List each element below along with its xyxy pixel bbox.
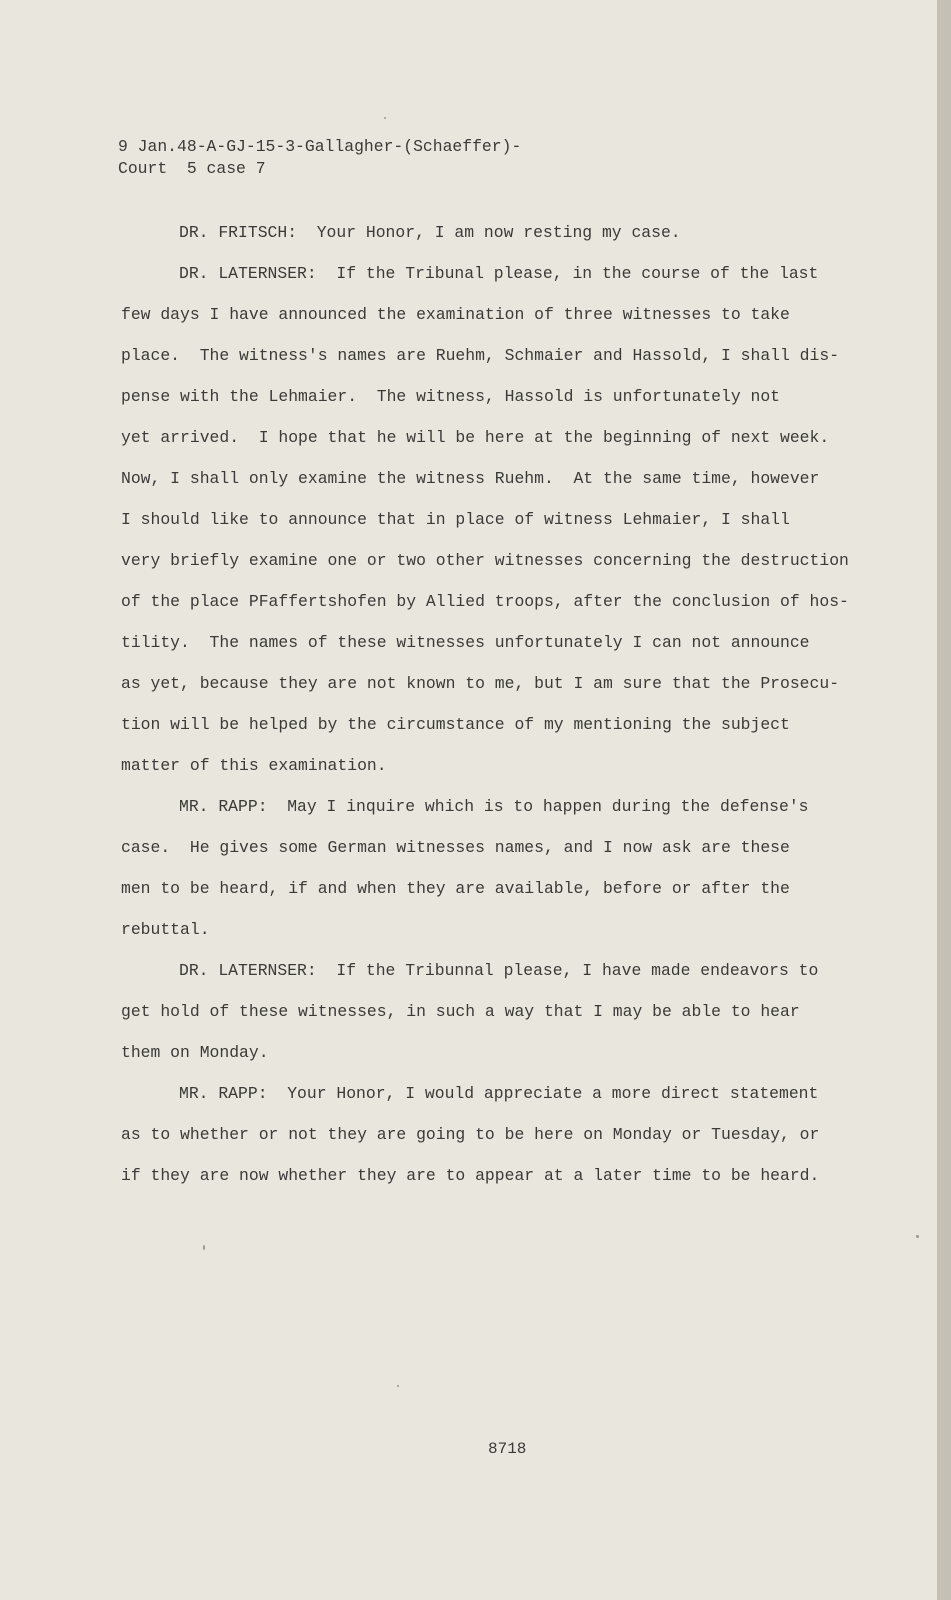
transcript-line: very briefly examine one or two other witnesses concerning the destruction (121, 551, 849, 570)
transcript-line: rebuttal. (121, 920, 210, 939)
transcript-line: tility. The names of these witnesses unfortunately I can not announce (121, 633, 810, 652)
transcript-line: get hold of these witnesses, in such a way that I may be able to hear (121, 1002, 800, 1021)
transcript-line: as to whether or not they are going to be here on Monday or Tuesday, or (121, 1125, 820, 1144)
transcript-line: Now, I shall only examine the witness Ruehm. At the same time, however (121, 469, 820, 488)
paper-speck (203, 1245, 205, 1250)
transcript-line: I should like to announce that in place of witness Lehmaier, I shall (121, 510, 790, 529)
transcript-line: few days I have announced the examination of three witnesses to take (121, 305, 790, 324)
transcript-line: DR. FRITSCH: Your Honor, I am now resting my case. (179, 223, 681, 242)
paper-speck (397, 1385, 399, 1387)
transcript-line: matter of this examination. (121, 756, 387, 775)
page-number: 8718 (488, 1440, 527, 1458)
transcript-line: DR. LATERNSER: If the Tribunnal please, I have made endeavors to (179, 961, 819, 980)
transcript-line: if they are now whether they are to appear at a later time to be heard. (121, 1166, 820, 1185)
transcript-line: men to be heard, if and when they are available, before or after the (121, 879, 790, 898)
document-header (118, 136, 521, 180)
paper-speck (384, 117, 386, 119)
transcript-line: place. The witness's names are Ruehm, Schmaier and Hassold, I shall dis- (121, 346, 840, 365)
transcript-line: of the place PFaffertshofen by Allied troops, after the conclusion of hos- (121, 592, 849, 611)
transcript-line: yet arrived. I hope that he will be here at the beginning of next week. (121, 428, 830, 447)
transcript-line: DR. LATERNSER: If the Tribunal please, in the course of the last (179, 264, 819, 283)
transcript-line: MR. RAPP: May I inquire which is to happen during the defense's (179, 797, 809, 816)
transcript-line: them on Monday. (121, 1043, 269, 1062)
transcript-body (121, 212, 881, 1196)
transcript-line: as yet, because they are not known to me, but I am sure that the Prosecu- (121, 674, 840, 693)
header-line-2: Court 5 case 7 (118, 159, 266, 178)
transcript-line: pense with the Lehmaier. The witness, Hassold is unfortunately not (121, 387, 781, 406)
transcript-line: MR. RAPP: Your Honor, I would appreciate a more direct statement (179, 1084, 819, 1103)
transcript-line: case. He gives some German witnesses names, and I now ask are these (121, 838, 790, 857)
transcript-line: tion will be helped by the circumstance of my mentioning the subject (121, 715, 790, 734)
paper-speck (916, 1235, 919, 1238)
header-line-1: 9 Jan.48-A-GJ-15-3-Gallagher-(Schaeffer)- (118, 137, 522, 156)
